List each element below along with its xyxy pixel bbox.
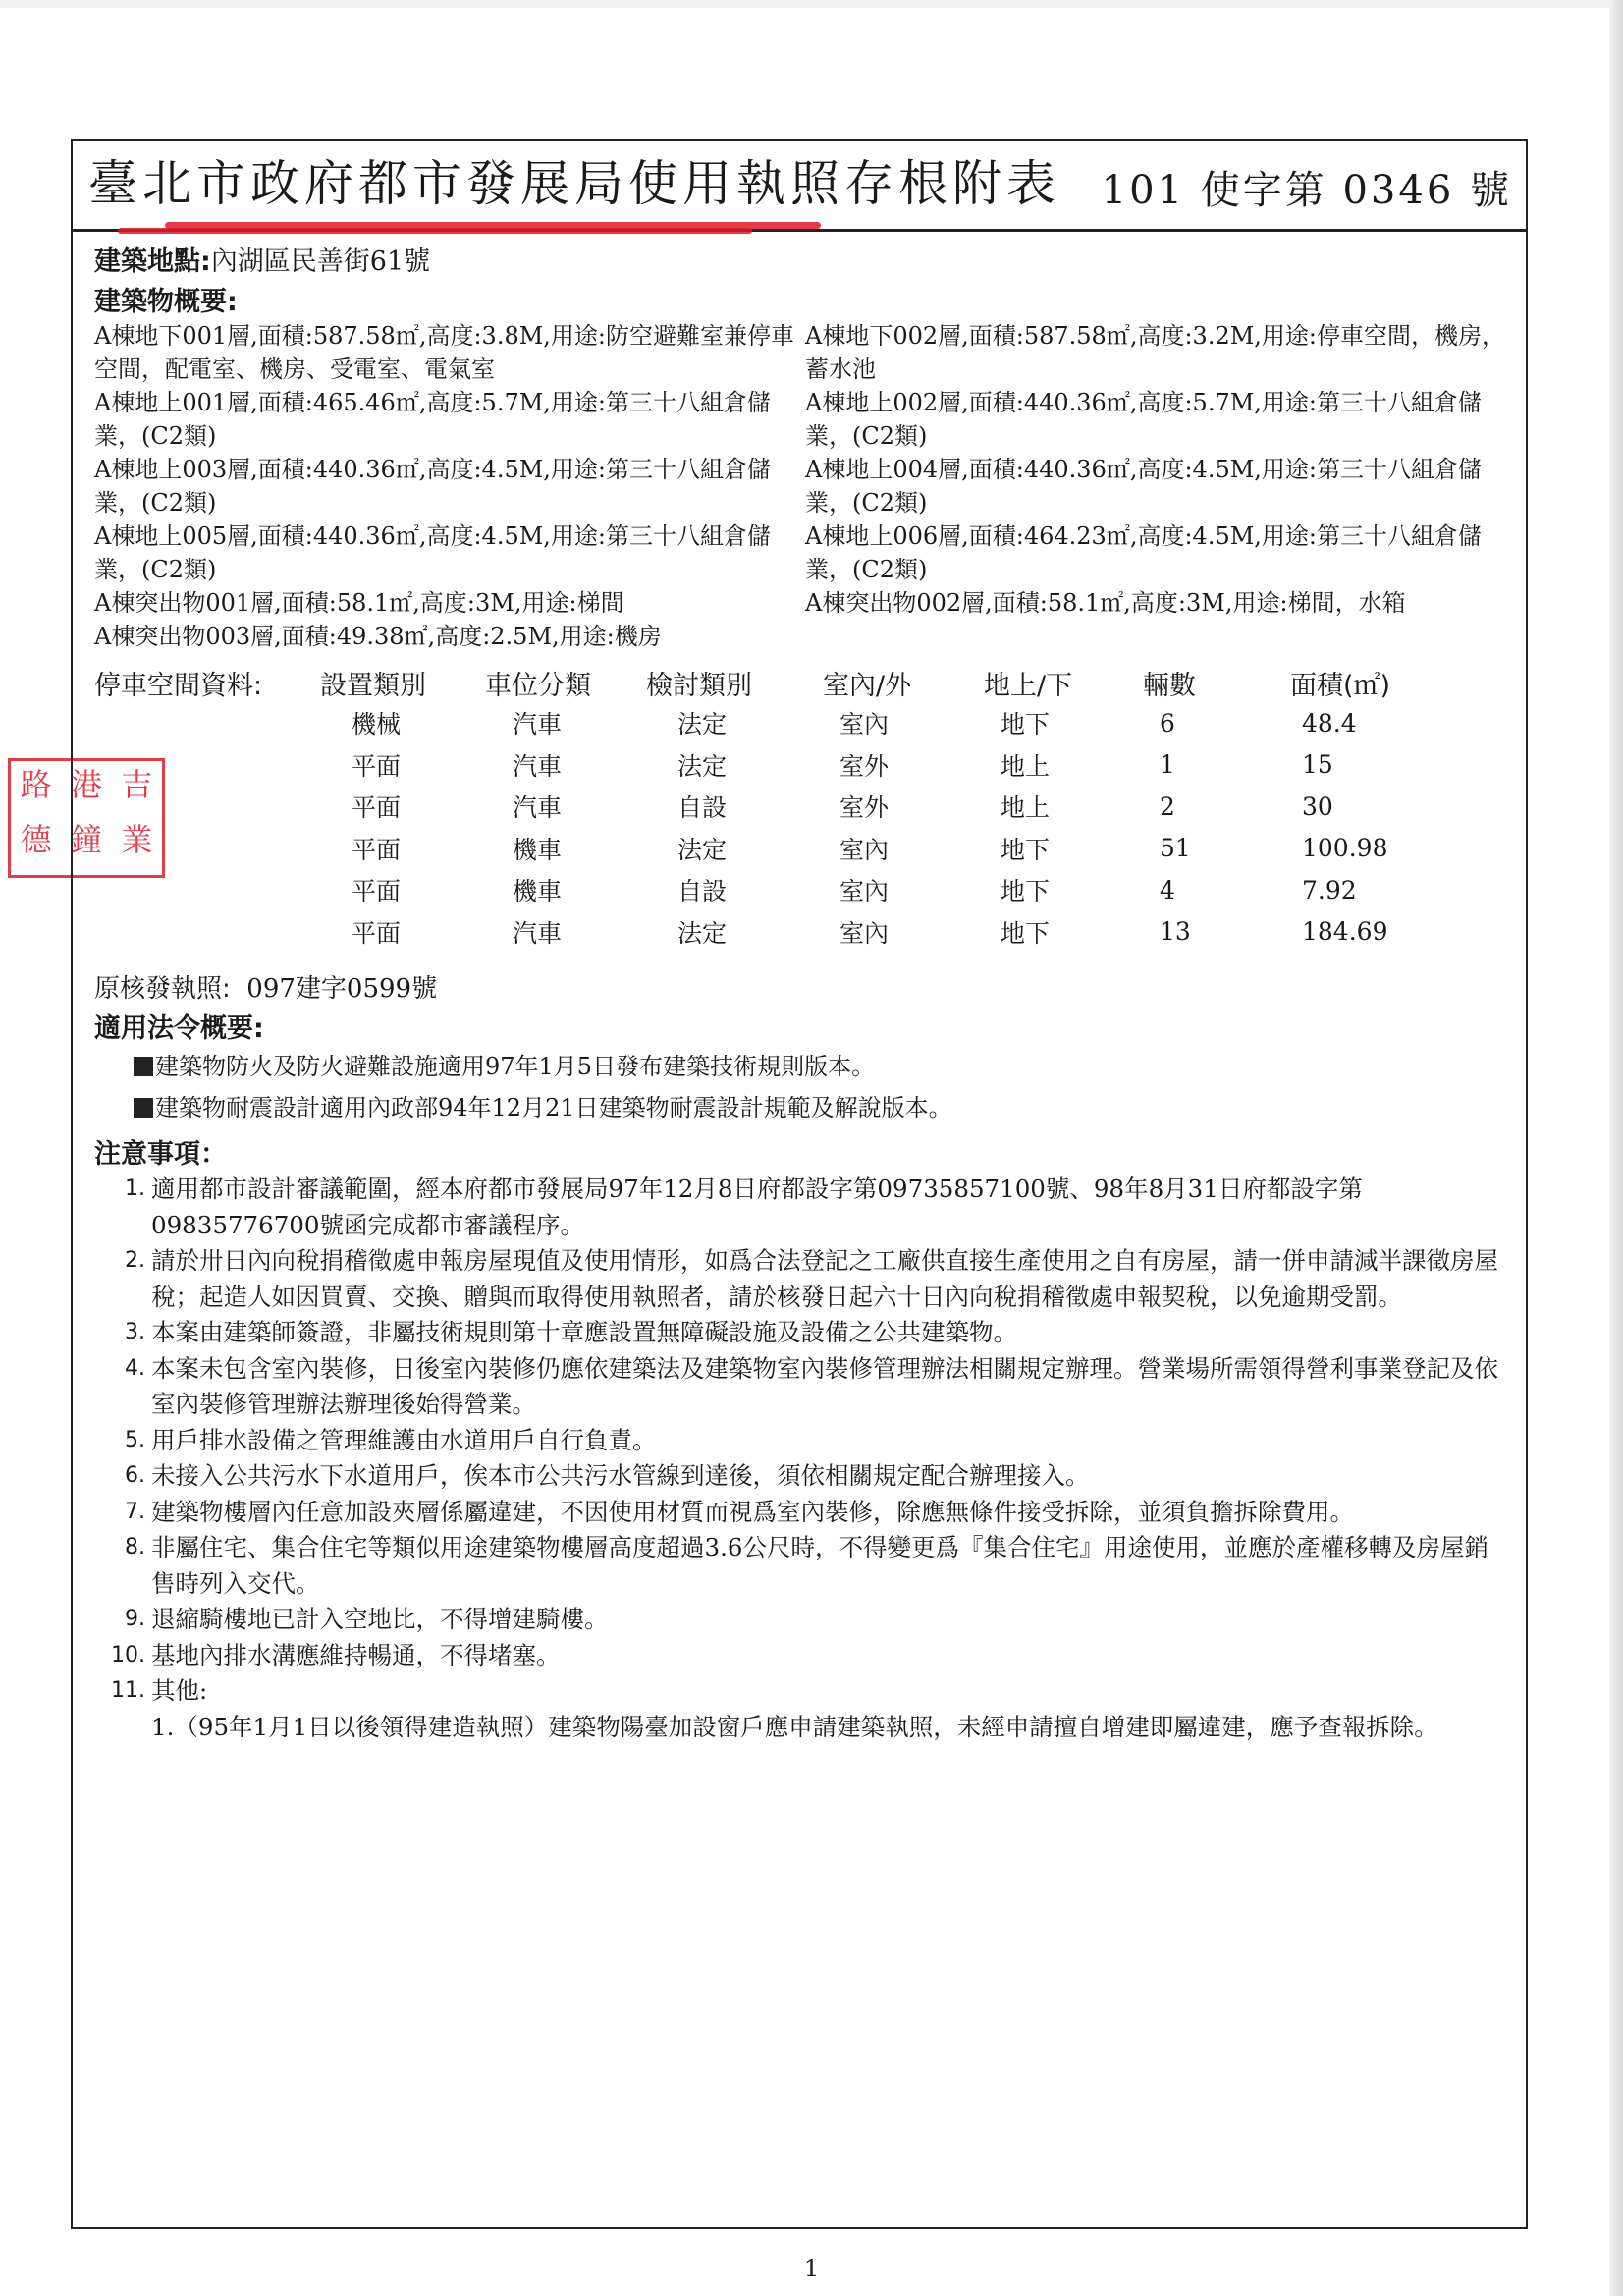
parking-col-header: 地上/下 [984, 670, 1073, 701]
overview-item: A棟地下002層,面積:587.58㎡,高度:3.2M,用途:停車空間，機房，蓄水池 [805, 322, 1506, 383]
note-number: 2. [125, 1248, 145, 1273]
overview-item [805, 620, 1516, 653]
parking-cell: 自設 [677, 793, 728, 823]
stamp-char: 德 [20, 821, 52, 858]
note-number: 5. [125, 1427, 145, 1452]
document-title: 臺北市政府都市發展局使用執照存根附表 [88, 155, 1060, 212]
parking-cell: 7.92 [1302, 875, 1357, 904]
parking-col-header: 輛數 [1143, 670, 1196, 701]
parking-cell: 機械 [352, 710, 402, 739]
note-item [94, 1458, 1518, 1495]
note-sub-item: 1.（95年1月1日以後領得建造執照）建築物陽臺加設窗戶應申請建築執照，未經申請擅自增建即屬違建，應予查報拆除。 [151, 1712, 1438, 1741]
checked-box-icon [134, 1098, 153, 1118]
scan-top-edge [0, 0, 1623, 8]
parking-cell: 法定 [677, 751, 728, 781]
parking-cell: 室內 [839, 918, 890, 948]
site-value: 內湖區民善街61號 [210, 246, 431, 277]
note-text: 未接入公共污水下水道用戶，俟本市公共污水管線到達後，須依相關規定配合辦理接入。 [151, 1461, 1090, 1490]
notes-list [94, 1172, 1518, 1710]
note-text: 本案未包含室內裝修，日後室內裝修仍應依建築法及建築物室內裝修管理辦法相關規定辦理。營業場所需領得營利事業登記及依室內裝修管理辦法辦理後始得營業。 [151, 1353, 1498, 1418]
note-item [94, 1602, 1518, 1638]
original-permit-value: 097建字0599號 [246, 974, 438, 1004]
notes-label: 注意事項： [94, 1139, 227, 1170]
note-item [94, 1315, 1518, 1351]
note-text: 基地內排水溝應維持暢通，不得堵塞。 [151, 1640, 561, 1669]
note-text: 用戶排水設備之管理維護由水道用戶自行負責。 [151, 1425, 657, 1454]
parking-row [94, 869, 1518, 911]
overview-item: A棟地下001層,面積:587.58㎡,高度:3.8M,用途:防空避難室兼停車空間，配電室、機房、受電室、電氣室 [94, 322, 795, 383]
note-number: 1. [125, 1176, 145, 1201]
site-location [94, 240, 1518, 278]
note-text: 本案由建築師簽證，非屬技術規則第十章應設置無障礙設施及設備之公共建築物。 [151, 1318, 1017, 1346]
note-text: 適用都市設計審議範圍，經本府都市發展局97年12月8日府都設字第09735857100號、98年8月31日府都設字第09835776700號函完成都市審議程序。 [151, 1175, 1363, 1239]
parking-cell: 自設 [677, 877, 728, 906]
parking-cell: 機車 [513, 835, 563, 864]
parking-cell: 汽車 [513, 710, 563, 739]
stamp-char: 吉 [121, 766, 153, 803]
parking-cell: 法定 [677, 710, 728, 739]
red-pen-underline-2 [118, 228, 752, 234]
parking-col-header: 面積(㎡) [1290, 670, 1391, 701]
parking-row [94, 828, 1518, 870]
site-label: 建築地點: [94, 246, 211, 277]
stamp-char: 港 [70, 766, 102, 803]
parking-cell: 法定 [677, 835, 728, 864]
document-header [73, 141, 1526, 232]
parking-col-header: 設置類別 [320, 670, 426, 701]
parking-cell: 室內 [839, 710, 890, 739]
stamp-char: 鐘 [70, 821, 102, 858]
parking-row [94, 744, 1518, 787]
note-item [94, 1530, 1518, 1602]
note-item [94, 1673, 1518, 1710]
law-item [134, 1087, 1518, 1128]
parking-cell: 平面 [352, 877, 402, 906]
note-text: 其他: [151, 1676, 208, 1705]
overview-label: 建築物概要: [94, 287, 238, 317]
checked-box-icon [134, 1057, 153, 1076]
law-text: 建築物防火及防火避難設施適用97年1月5日發布建築技術規則版本。 [155, 1053, 876, 1080]
parking-cell: 地下 [1001, 835, 1051, 864]
overview-item: A棟突出物002層,面積:58.1㎡,高度:3M,用途:梯間，水箱 [805, 589, 1406, 617]
note-number: 4. [125, 1355, 145, 1381]
note-number: 9. [125, 1607, 145, 1631]
parking-row [94, 911, 1518, 954]
parking-cell: 平面 [352, 751, 402, 781]
overview-item: A棟地上002層,面積:440.36㎡,高度:5.7M,用途:第三十八組倉儲業，(C2類) [805, 389, 1483, 450]
parking-row [94, 702, 1518, 744]
parking-cell: 汽車 [513, 751, 563, 781]
note-number: 6. [125, 1463, 145, 1488]
parking-cell: 地下 [1001, 877, 1051, 906]
note-text: 非屬住宅、集合住宅等類似用途建築物樓層高度超過3.6公尺時，不得變更爲『集合住宅』用途使用，並應於產權移轉及房屋銷售時列入交代。 [151, 1533, 1488, 1598]
scan-right-edge [1609, 0, 1623, 2296]
note-item [94, 1351, 1518, 1423]
note-item [94, 1423, 1518, 1459]
parking-cell: 室外 [839, 751, 890, 781]
parking-cell: 15 [1302, 750, 1333, 780]
parking-cell: 室內 [839, 835, 890, 864]
parking-cell: 地上 [1001, 793, 1051, 823]
note-item [94, 1638, 1518, 1674]
parking-cell: 地上 [1001, 751, 1051, 781]
note-number: 8. [125, 1535, 145, 1559]
note-text: 請於卅日內向稅捐稽徵處申報房屋現值及使用情形，如爲合法登記之工廠供直接生產使用之自有房屋，請一併申請減半課徵房屋稅；起造人如因買賣、交換、贈與而取得使用執照者，請於核發日起六十日內向稅捐稽徵處申報契稅，以免逾期受罰。 [151, 1246, 1498, 1311]
parking-cell: 室內 [839, 877, 890, 906]
note-number: 11. [111, 1678, 145, 1703]
stamp-char: 路 [20, 766, 52, 803]
document-body [94, 240, 1518, 1745]
parking-table [94, 702, 1518, 953]
original-permit-label: 原核發執照: [94, 974, 231, 1004]
parking-cell: 地下 [1001, 710, 1051, 739]
parking-cell: 51 [1160, 834, 1191, 863]
note-text: 退縮騎樓地已計入空地比，不得增建騎樓。 [151, 1605, 609, 1633]
parking-cell: 室外 [839, 793, 890, 823]
note-number: 10. [111, 1642, 145, 1667]
permit-number: 101 使字第 0346 號 [1101, 168, 1512, 213]
parking-cell: 機車 [513, 877, 563, 906]
note-number: 3. [125, 1320, 145, 1344]
original-permit [94, 968, 1518, 1005]
law-item [134, 1046, 1518, 1087]
parking-cell: 地下 [1001, 918, 1051, 948]
note-item [94, 1172, 1518, 1243]
parking-cell: 平面 [352, 918, 402, 948]
parking-cell: 6 [1160, 708, 1175, 738]
parking-cell: 汽車 [513, 793, 563, 823]
parking-cell: 30 [1302, 792, 1333, 821]
parking-cell: 184.69 [1302, 917, 1388, 947]
parking-cell: 平面 [352, 793, 402, 823]
overview-item: A棟突出物003層,面積:49.38㎡,高度:2.5M,用途:機房 [94, 623, 662, 650]
parking-cell: 4 [1160, 875, 1175, 904]
parking-cell: 法定 [677, 918, 728, 948]
overview-item: A棟地上005層,面積:440.36㎡,高度:4.5M,用途:第三十八組倉儲業，(C2類) [94, 522, 772, 583]
overview-item: A棟突出物001層,面積:58.1㎡,高度:3M,用途:梯間 [94, 589, 624, 617]
parking-col-header: 室內/外 [823, 670, 912, 701]
parking-row [94, 786, 1518, 828]
building-overview [94, 319, 1518, 653]
law-text: 建築物耐震設計適用內政部94年12月21日建築物耐震設計規範及解說版本。 [155, 1094, 952, 1121]
parking-cell: 平面 [352, 835, 402, 864]
overview-item: A棟地上001層,面積:465.46㎡,高度:5.7M,用途:第三十八組倉儲業，(C2類) [94, 389, 772, 450]
parking-col-header: 車位分類 [485, 670, 591, 701]
parking-cell: 100.98 [1302, 834, 1388, 863]
parking-cell: 13 [1160, 917, 1191, 947]
note-item [94, 1243, 1518, 1315]
note-item [94, 1495, 1518, 1531]
overview-item: A棟地上004層,面積:440.36㎡,高度:4.5M,用途:第三十八組倉儲業，(C2類) [805, 456, 1483, 517]
parking-cell: 1 [1160, 750, 1175, 780]
overview-item: A棟地上003層,面積:440.36㎡,高度:4.5M,用途:第三十八組倉儲業，(C2類) [94, 456, 772, 517]
parking-cell: 汽車 [513, 918, 563, 948]
page-number: 1 [803, 2255, 820, 2282]
overview-item: A棟地上006層,面積:464.23㎡,高度:4.5M,用途:第三十八組倉儲業，(C2類) [805, 522, 1483, 583]
note-text: 建築物樓層內任意加設夾層係屬違建，不因使用材質而視爲室內裝修，除應無條件接受拆除，並須負擔拆除費用。 [151, 1497, 1354, 1526]
parking-label: 停車空間資料: [94, 670, 263, 701]
parking-col-header: 檢討類別 [646, 670, 752, 701]
parking-header-row [94, 663, 1518, 702]
parking-cell: 48.4 [1302, 708, 1357, 738]
parking-cell: 2 [1160, 792, 1175, 821]
note-number: 7. [125, 1499, 145, 1524]
stamp-char: 業 [121, 821, 153, 858]
laws-label: 適用法令概要: [94, 1013, 264, 1044]
